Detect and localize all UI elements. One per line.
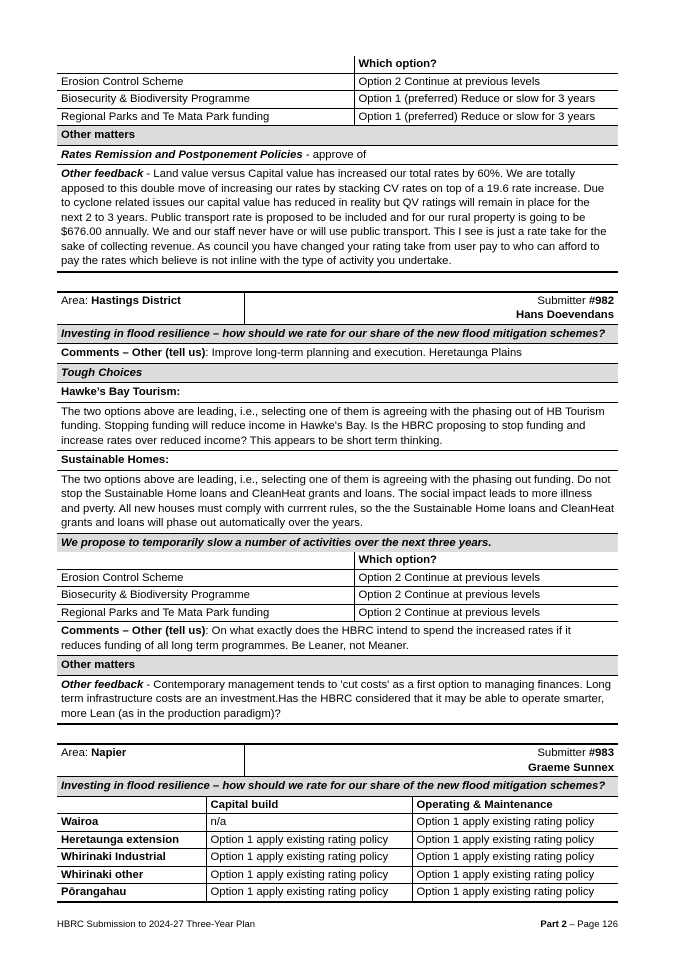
page-number: Part 2 – Page 126 bbox=[540, 919, 618, 930]
table-row: Erosion Control Scheme Option 2 Continue at previous levels bbox=[57, 73, 618, 91]
flood-question: Investing in flood resilience – how should we rate for our share of the new flood mitigation schemes? bbox=[57, 777, 618, 797]
comments-other: Comments – Other (tell us): Improve long-term planning and execution. Heretaunga Plains bbox=[57, 344, 618, 364]
other-feedback: Other feedback - Land value versus Capital value has increased our total rates by 60%. We are totally apposed to this double move of increasing our rates by stacking CV rates on top of a 19.6 rate increase. Due to cyclone related issues our capital value has reduced in reality but QV ratings will remain in place for the next 2 to 3 years. Public transport rate is proposed to be included and for our rural property is going to be $676.00 annually. We and our staff never have or will use public transport. This I see is just a rate take for the sake of collecting revenue. As council you have changed your rating take from user pay to who can afford to pay the rates which believe is not inline with the type of activity you undertake. bbox=[57, 165, 618, 273]
homes-text: The two options above are leading, i.e., selecting one of them is agreeing with the phasing out funding. Do not stop the Sustainable Home loans and CleanHeat grants and loans. The social impact leads to more illness and pverty. All new houses must comply with currrent rules, so the the Sustainable Home loans and CleanHeat grants and loans will phase out automatically over the years. bbox=[57, 471, 618, 534]
comments-other-2: Comments – Other (tell us): On what exactly does the HBRC intend to spend the increased rates if it reduces funding of all long term programmes. Be Leaner, not Meaner. bbox=[57, 622, 618, 656]
table-row: Biosecurity & Biodiversity Programme Option 2 Continue at previous levels bbox=[57, 587, 618, 605]
other-feedback: Other feedback - Contemporary management tends to 'cut costs' as a first option to managing finances. Long term infrastructure costs are an investment.Has the HBRC considered that it may be able to operate smarter, more Lean (as in the production paradigm)? bbox=[57, 676, 618, 726]
flood-schemes-table bbox=[57, 797, 618, 903]
submitter-header-982 bbox=[57, 291, 618, 325]
table-row: Heretaunga extension Option 1 apply existing rating policy Option 1 apply existing rating policy bbox=[57, 831, 618, 849]
slow-activities-question: We propose to temporarily slow a number of activities over the next three years. bbox=[57, 534, 618, 553]
tourism-heading: Hawke’s Bay Tourism: bbox=[57, 383, 618, 403]
opex-header: Operating & Maintenance bbox=[412, 797, 618, 814]
table-row: Biosecurity & Biodiversity Programme Option 1 (preferred) Reduce or slow for 3 years bbox=[57, 91, 618, 109]
table-row: Erosion Control Scheme Option 2 Continue at previous levels bbox=[57, 569, 618, 587]
flood-question: Investing in flood resilience – how should we rate for our share of the new flood mitigation schemes? bbox=[57, 325, 618, 345]
area-cell: Area: Hastings District bbox=[61, 294, 181, 307]
footer-title: HBRC Submission to 2024-27 Three-Year Plan bbox=[57, 919, 256, 930]
submitter-header-983 bbox=[57, 743, 618, 777]
area-cell: Area: Napier bbox=[61, 747, 127, 759]
table-row: Regional Parks and Te Mata Park funding Option 2 Continue at previous levels bbox=[57, 604, 618, 622]
options-table-1 bbox=[57, 56, 618, 126]
capital-build-header: Capital build bbox=[206, 797, 412, 814]
page-footer bbox=[57, 918, 618, 933]
table-row: Pōrangahau Option 1 apply existing rating policy Option 1 apply existing rating policy bbox=[57, 884, 618, 902]
table-row: Whirinaki other Option 1 apply existing rating policy Option 1 apply existing rating policy bbox=[57, 866, 618, 884]
submitter-cell: Submitter #982 Hans Doevendans bbox=[244, 292, 618, 325]
tough-choices-heading: Tough Choices bbox=[57, 364, 618, 384]
submitter-name: Graeme Sunnex bbox=[527, 761, 614, 774]
rates-remission: Rates Remission and Postponement Policies - approve of bbox=[57, 146, 618, 166]
homes-heading: Sustainable Homes: bbox=[57, 451, 618, 471]
other-matters-heading: Other matters bbox=[57, 656, 618, 676]
tourism-text: The two options above are leading, i.e., selecting one of them is agreeing with the phasing out of HB Tourism funding. Stopping funding will reduce income in Hawke's Bay. Is the HBRC proposing to stop funding and increase rates over reduced income? This appears to be short term thinking. bbox=[57, 403, 618, 452]
submitter-name: Hans Doevendans bbox=[516, 309, 614, 321]
which-option-header: Which option? bbox=[354, 56, 618, 73]
options-table-2 bbox=[57, 552, 618, 622]
which-option-header: Which option? bbox=[354, 552, 618, 569]
table-row: Regional Parks and Te Mata Park funding Option 1 (preferred) Reduce or slow for 3 years bbox=[57, 108, 618, 126]
submitter-cell: Submitter #983 Graeme Sunnex bbox=[244, 744, 618, 777]
other-matters-heading: Other matters bbox=[57, 126, 618, 146]
table-row: Whirinaki Industrial Option 1 apply existing rating policy Option 1 apply existing rating policy bbox=[57, 849, 618, 867]
table-row: Wairoa n/a Option 1 apply existing rating policy bbox=[57, 814, 618, 832]
document-page bbox=[57, 56, 618, 903]
